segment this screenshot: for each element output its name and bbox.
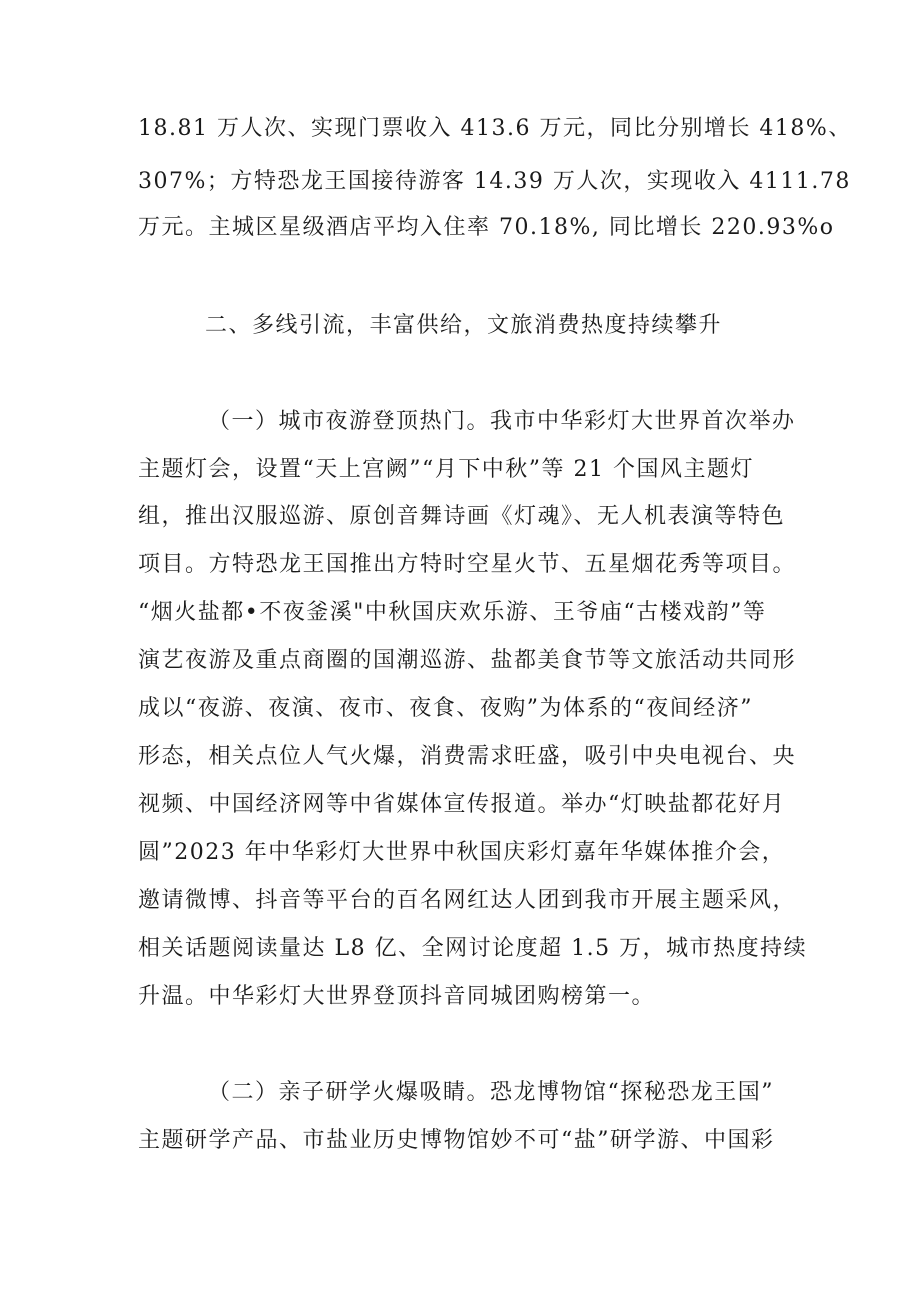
paragraph2-line-1: （二）亲子研学火爆吸睛。恐龙博物馆“探秘恐龙王国” [208,1080,774,1105]
paragraph1-line-13: 升温。中华彩灯大世界登顶抖音同城团购榜第一。 [138,984,656,1009]
paragraph1-line-9: 视频、中国经济网等中省媒体宣传报道。举办“灯映盐都花好月 [138,792,786,817]
section-heading: 二、多线引流，丰富供给，文旅消费热度持续攀升 [205,313,723,338]
intro-line-3: 万元。主城区星级酒店平均入住率 70.18%, 同比增长 220.93%o [138,215,835,240]
paragraph1-line-6: 演艺夜游及重点商圈的国潮巡游、盐都美食节等文旅活动共同形 [138,648,797,673]
paragraph1-line-5: “烟火盐都•不夜釜溪"中秋国庆欢乐游、王爷庙“古楼戏韵”等 [138,600,767,625]
paragraph1-line-8: 形态，相关点位人气火爆，消费需求旺盛，吸引中央电视台、央 [138,744,797,769]
paragraph1-line-12: 相关话题阅读量达 L8 亿、全网讨论度超 1.5 万，城市热度持续 [138,936,808,961]
intro-line-1: 18.81 万人次、实现门票收入 413.6 万元，同比分别增长 418%、 [138,116,852,141]
paragraph1-line-4: 项目。方特恐龙王国推出方特时空星火节、五星烟花秀等项目。 [138,552,797,577]
paragraph1-line-10: 圆”2023 年中华彩灯大世界中秋国庆彩灯嘉年华媒体推介会， [138,840,786,865]
paragraph1-line-1: （一）城市夜游登顶热门。我市中华彩灯大世界首次举办 [208,409,796,434]
paragraph1-line-3: 组，推出汉服巡游、原创音舞诗画《灯魂》、无人机表演等特色 [138,504,786,529]
intro-line-2: 307%；方特恐龙王国接待游客 14.39 万人次，实现收入 4111.78 [138,169,851,194]
paragraph1-line-2: 主题灯会，设置“天上宫阙”“月下中秋”等 21 个国风主题灯 [138,457,754,482]
paragraph1-line-7: 成以“夜游、夜演、夜市、夜食、夜购”为体系的“夜间经济” [138,696,753,721]
paragraph1-line-11: 邀请微博、抖音等平台的百名网红达人团到我市开展主题采风， [138,888,797,913]
paragraph2-line-2: 主题研学产品、市盐业历史博物馆妙不可“盐”研学游、中国彩 [138,1128,775,1153]
